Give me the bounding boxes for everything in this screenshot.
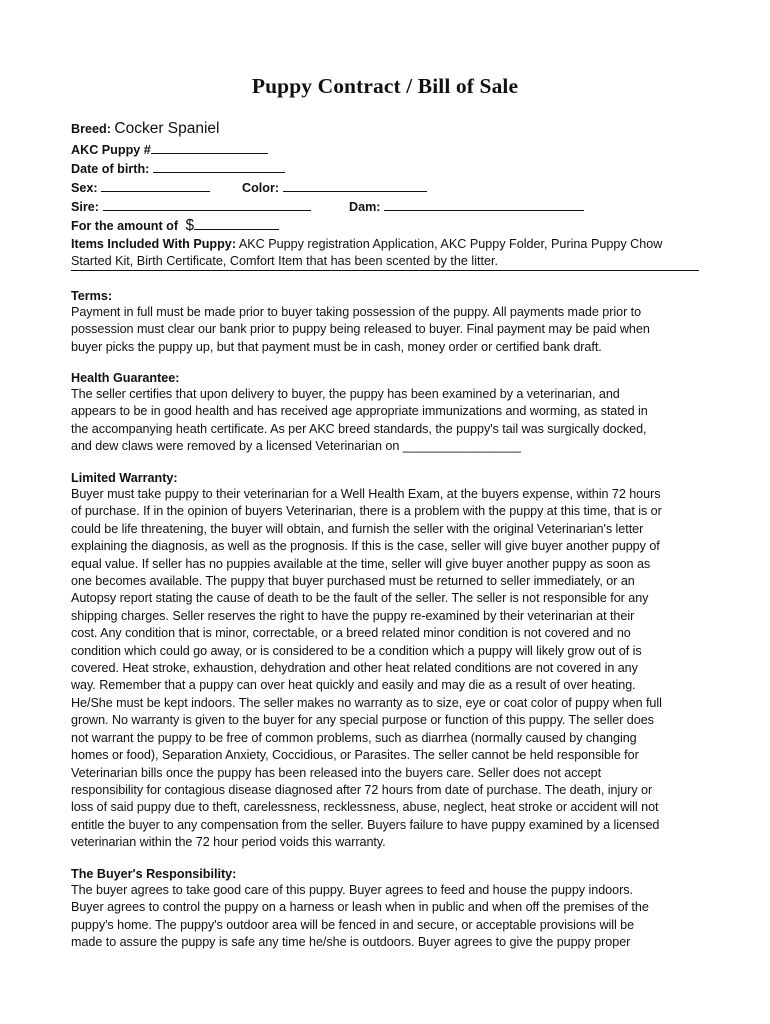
- buyer-heading: The Buyer's Responsibility:: [71, 867, 237, 881]
- dam-row: [349, 198, 584, 215]
- akc-row: [71, 141, 268, 158]
- page-title: Puppy Contract / Bill of Sale: [251, 74, 519, 98]
- dollar-sign: $: [185, 217, 195, 234]
- breed-value[interactable]: Cocker Spaniel: [114, 120, 220, 137]
- sire-label: Sire:: [71, 200, 99, 214]
- section-divider: [71, 270, 699, 271]
- color-field[interactable]: [283, 179, 427, 192]
- warranty-text: Buyer must take puppy to their veterinarian for a Well Health Exam, at the buyers expense, within 72 hours of purchase. If in the opinion of buyers Veterinarian, there is a problem with the puppy at this time, that is or could be life threatening, the buyer will obtain, and furnish the seller with the original Veterinarian's letter explaining the diagnosis, as well as the prognosis. If this is the case, seller will give buyer another puppy of equal value. If seller has no puppies available at the time, seller will give buyer another puppy as soon as one becomes available. The puppy that buyer purchased must be returned to seller immediately, or an Autopsy report stating the cause of death to be the fault of the seller. The seller is not responsible for any shipping charges. Seller reserves the right to have the puppy re-examined by their veterinarian at their cost. Any condition that is minor, correctable, or a breed related minor condition is not covered and no condition which could go away, or is considered to be a condition which a puppy will likely grow out of is covered. Heat stroke, exhaustion, dehydration and other heat related conditions are not covered in any way. Remember that a puppy can over heat quickly and easily and may die as a result of over heating. He/She must be kept indoors. The seller makes no warranty as to size, eye or coat color of puppy when full grown. No warranty is given to the buyer for any special purpose or function of this puppy. The seller does not warrant the puppy to be free of common problems, such as diarrhea (normally caused by changing homes or food), Separation Anxiety, Coccidious, or Parasites. The seller cannot be held responsible for Veterinarian bills once the puppy has been released into the buyers care. Seller does not accept responsibility for contagious disease diagnosed after 72 hours from date of purchase. The death, injury or loss of said puppy due to theft, carelessness, recklessness, abuse, neglect, heat stroke or accident will not entitle the buyer to any compensation from the seller. Buyers failure to have puppy examined by a licensed veterinarian within the 72 hour period voids this warranty.: [71, 487, 662, 850]
- dob-row: [71, 160, 285, 177]
- akc-label: AKC Puppy #: [71, 143, 151, 157]
- sire-field[interactable]: [103, 198, 311, 211]
- health-text: The seller certifies that upon delivery to buyer, the puppy has been examined by a veterinarian, and appears to be in good health and has received age appropriate immunizations and worming, as stated in the accompanying heath certificate. As per AKC breed standards, the puppy's tail was surgically docked, and dew claws were removed by a licensed Veterinarian on _________________: [71, 387, 648, 454]
- terms-heading: Terms:: [71, 289, 113, 303]
- sex-label: Sex:: [71, 181, 98, 195]
- sex-row: [71, 179, 210, 196]
- breed-label: Breed:: [71, 122, 111, 136]
- amount-field[interactable]: [194, 217, 279, 230]
- amount-label: For the amount of: [71, 219, 179, 233]
- sex-field[interactable]: [101, 179, 210, 192]
- sire-row: [71, 198, 311, 215]
- items-label: Items Included With Puppy:: [71, 237, 237, 251]
- dob-field[interactable]: [153, 160, 285, 173]
- dob-label: Date of birth:: [71, 162, 150, 176]
- buyer-text: The buyer agrees to take good care of this puppy. Buyer agrees to feed and house the puppy indoors. Buyer agrees to control the puppy on a harness or leash when in public and when off the premises of the puppy's home. The puppy's outdoor area will be fenced in and secure, or acceptable provisions will be made to assure the puppy is safe any time he/she is outdoors. Buyer agrees to give the puppy proper: [71, 883, 649, 950]
- color-row: [242, 179, 427, 196]
- color-label: Color:: [242, 181, 280, 195]
- breed-row: [71, 121, 220, 137]
- warranty-heading: Limited Warranty:: [71, 471, 178, 485]
- akc-field[interactable]: [151, 141, 268, 154]
- amount-row: [71, 217, 279, 234]
- dam-label: Dam:: [349, 200, 381, 214]
- health-heading: Health Guarantee:: [71, 371, 180, 385]
- items-text-line2: Started Kit, Birth Certificate, Comfort Item that has been scented by the litter.: [71, 254, 498, 268]
- terms-text: Payment in full must be made prior to buyer taking possession of the puppy. All payments made prior to possession must clear our bank prior to puppy being released to buyer. Final payment may be paid when buyer picks the puppy up, but that payment must be in cash, money order or certified bank draft.: [71, 305, 650, 354]
- items-text-line1: AKC Puppy registration Application, AKC Puppy Folder, Purina Puppy Chow: [236, 237, 663, 251]
- items-row: [71, 236, 662, 252]
- items-row-2: [71, 253, 498, 269]
- dam-field[interactable]: [384, 198, 584, 211]
